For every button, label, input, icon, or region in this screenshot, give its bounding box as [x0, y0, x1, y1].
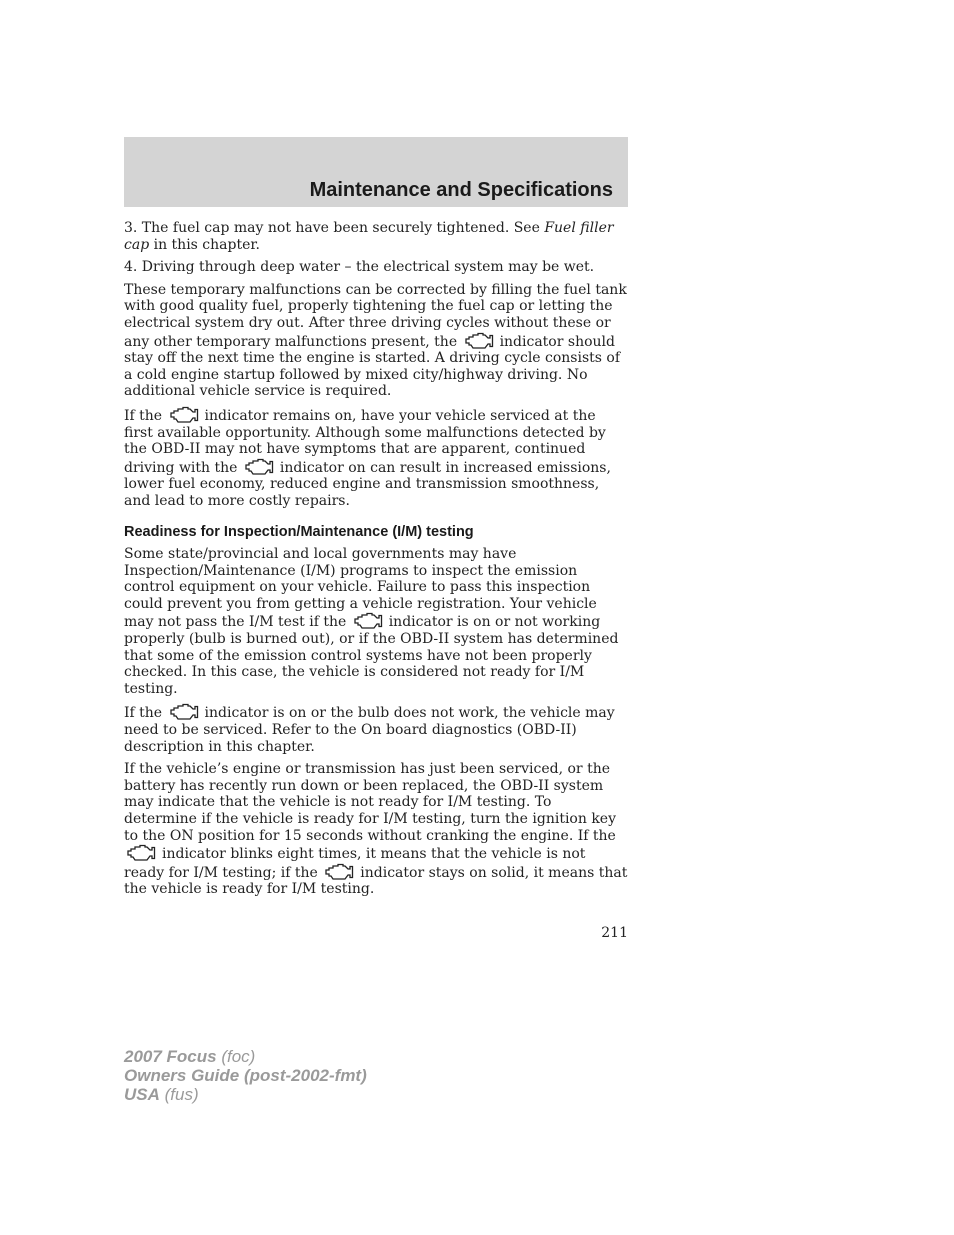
check-engine-icon: [324, 863, 354, 881]
paragraph-recently-serviced: If the vehicle’s engine or transmission has just been serviced, or the battery has recently run down or been replaced, the OBD-II system may indicate that the vehicle is not ready for I/M testing. To determine if the vehicle is ready for I/M testing, turn the ignition key to the ON position for 15 seconds without cranking the engine. If the indicator blinks eight times, it means that the vehicle is not ready for I/M testing; if the indicator stays on solid, it means that the vehicle is ready for I/M testing.: [124, 761, 628, 898]
footer-line-guide: Owners Guide (post-2002-fmt): [124, 1066, 367, 1085]
check-engine-icon: [244, 458, 274, 476]
document-footer: [124, 1047, 367, 1104]
paragraph-temporary-malfunctions: These temporary malfunctions can be corrected by filling the fuel tank with good quality fuel, properly tightening the fuel cap or letting the electrical system dry out. After three driving cycles without these or any other temporary malfunctions present, the indicator should stay off the next time the engine is started. A driving cycle consists of a cold engine startup followed by mixed city/highway driving. No additional vehicle service is required.: [124, 281, 627, 400]
check-engine-icon: [169, 406, 199, 424]
check-engine-icon: [353, 612, 383, 630]
fuel-filler-cap-reference: Fuel filler cap: [124, 220, 614, 253]
paragraph-deep-water: 4. Driving through deep water – the electrical system may be wet.: [124, 259, 595, 276]
check-engine-icon: [169, 703, 199, 721]
paragraph-bulb-not-working: If the indicator is on or the bulb does not work, the vehicle may need to be serviced. Refer to the On board diagnostics (OBD-II) description in this chapter.: [124, 705, 615, 755]
check-engine-icon: [464, 332, 494, 350]
paragraph-indicator-remains-on: If the indicator remains on, have your vehicle serviced at the first available opportunity. Although some malfunctions detected by the OBD-II may not have symptoms that are apparent, continued driving with the indicator on can result in increased emissions, lower fuel economy, reduced engine and transmission smoothness, and lead to more costly repairs.: [124, 407, 611, 509]
paragraph-fuel-cap: 3. The fuel cap may not have been securely tightened. See Fuel filler cap in this chapter.: [124, 220, 614, 253]
paragraph-im-programs: Some state/provincial and local governments may have Inspection/Maintenance (I/M) programs to inspect the emission control equipment on your vehicle. Failure to pass this inspection could prevent you from getting a vehicle registration. Your vehicle may not pass the I/M test if the indicator is on or not working properly (bulb is burned out), or if the OBD-II system has determined that some of the emission control systems have not been properly checked. In this case, the vehicle is considered not ready for I/M testing.: [124, 546, 619, 697]
section-title: Maintenance and Specifications: [309, 179, 613, 201]
page-content: [124, 220, 628, 904]
section-header: [124, 137, 628, 207]
readiness-heading: Readiness for Inspection/Maintenance (I/M) testing: [124, 523, 474, 540]
footer-line-model: 2007 Focus (foc): [124, 1047, 256, 1066]
check-engine-icon: [126, 844, 156, 862]
footer-line-market: USA (fus): [124, 1085, 199, 1104]
page-number: 211: [601, 925, 628, 941]
